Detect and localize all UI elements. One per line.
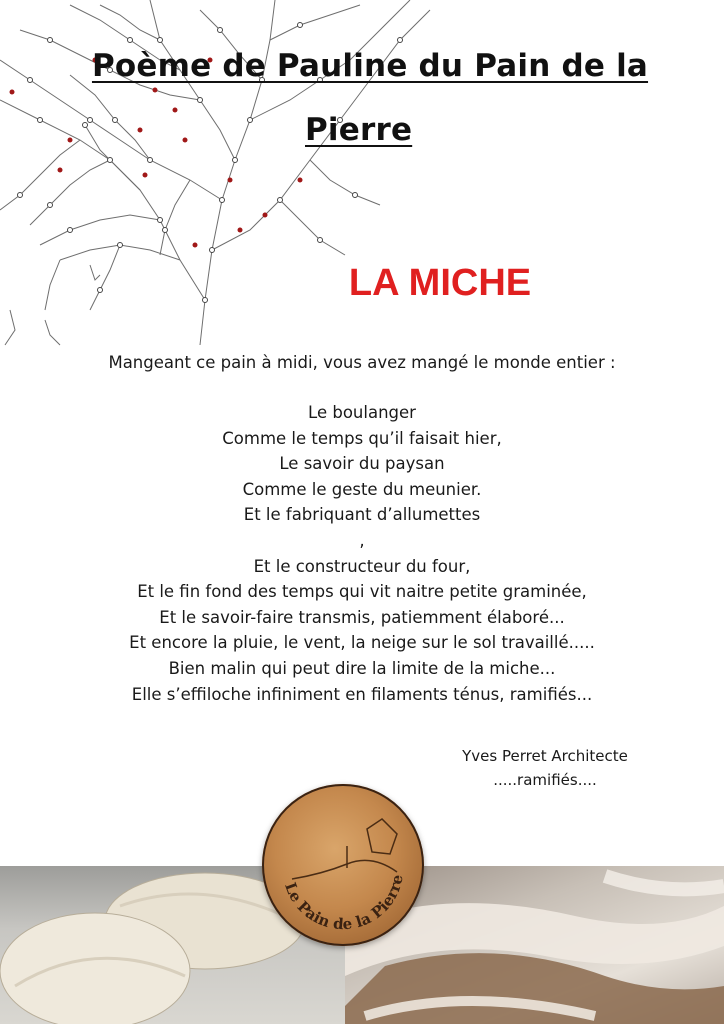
poem-title-line-2: Pierre <box>305 112 413 148</box>
svg-text:Le Pain de la Pierre <box>281 873 407 933</box>
pain-de-la-pierre-logo <box>262 784 424 946</box>
signature-tagline: .....ramifiés.... <box>493 771 597 789</box>
poem-heading: LA MICHE <box>348 262 532 304</box>
poem-line: Comme le temps qu’il faisait hier, <box>222 428 502 448</box>
poem-line: Bien malin qui peut dire la limite de la miche... <box>168 658 556 678</box>
signature-block <box>420 744 670 792</box>
poem-line: , <box>359 530 365 550</box>
poem-line: Et le fabriquant d’allumettes <box>243 505 481 525</box>
logo-text: Le Pain de la Pierre <box>281 873 407 934</box>
author-name: Yves Perret Architecte <box>462 747 628 765</box>
poem-line: Le boulanger <box>308 403 416 422</box>
poem-line: Le savoir du paysan <box>279 454 445 474</box>
poem-intro: Mangeant ce pain à midi, vous avez mangé le monde entier : <box>108 353 616 372</box>
poem-body <box>40 400 684 707</box>
poem-line: Et le fin fond des temps qui vit naitre petite graminée, <box>137 582 587 602</box>
poem-line: Elle s’effiloche infiniment en filaments ténus, ramifiés... <box>131 684 593 704</box>
logo-engraving <box>262 784 424 946</box>
poem-line: Et le constructeur du four, <box>253 556 471 576</box>
poem-line: Et le savoir-faire transmis, patiemment élaboré... <box>159 607 565 627</box>
poem-title-line-1: Poème de Pauline du Pain de la <box>91 48 649 84</box>
poem-line: Et encore la pluie, le vent, la neige sur le sol travaillé..... <box>129 633 595 653</box>
poem-line: Comme le geste du meunier. <box>242 479 482 499</box>
